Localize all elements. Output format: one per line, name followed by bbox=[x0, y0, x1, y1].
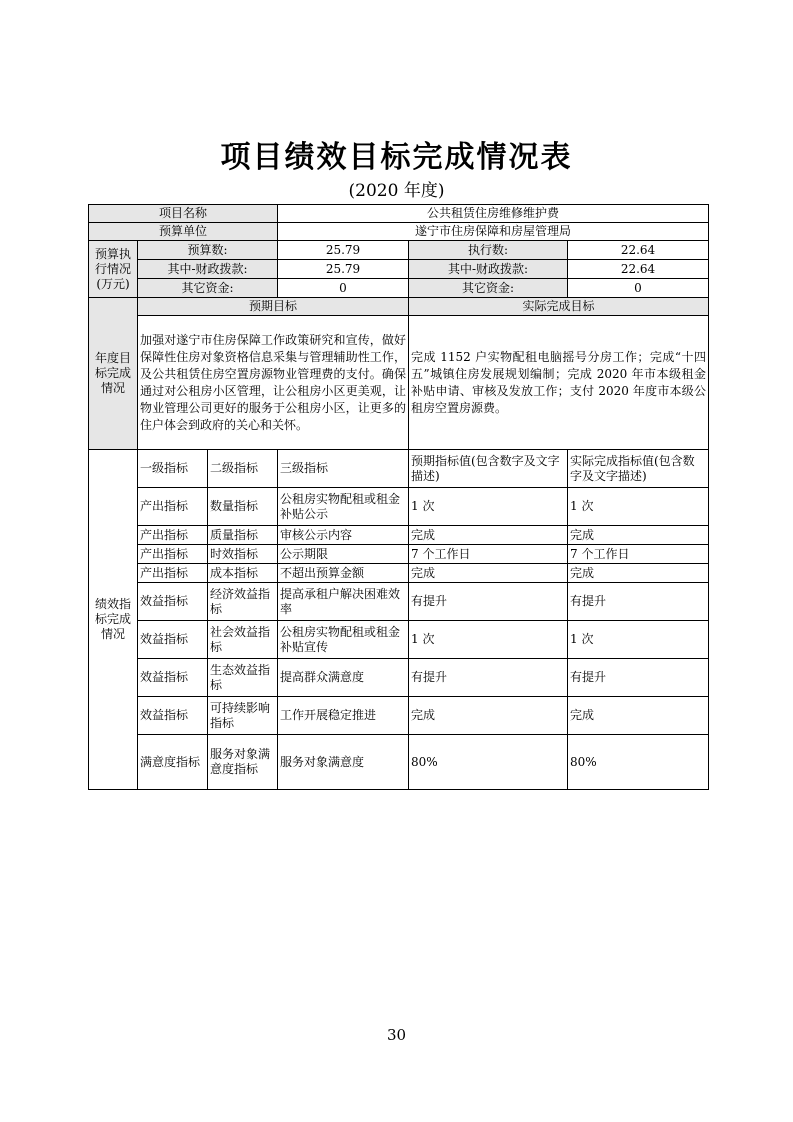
indicator-level3: 工作开展稳定推进 bbox=[278, 697, 409, 735]
indicator-header-level1: 一级指标 bbox=[138, 450, 208, 488]
other-exec-label: 其它资金: bbox=[409, 279, 568, 298]
other-budget-value: 0 bbox=[278, 279, 409, 298]
indicator-actual: 完成 bbox=[568, 564, 709, 583]
exec-amount-label: 执行数: bbox=[409, 241, 568, 260]
indicator-level2: 成本指标 bbox=[208, 564, 278, 583]
indicator-actual: 7 个工作日 bbox=[568, 545, 709, 564]
indicator-level1: 效益指标 bbox=[138, 659, 208, 697]
budget-unit-value: 遂宁市住房保障和房屋管理局 bbox=[278, 223, 709, 241]
expected-goal-text: 加强对遂宁市住房保障工作政策研究和宣传，做好保障性住房对象资格信息采集与管理辅助性工作，及公共租赁住房空置房源物业管理费的支付。确保通过对公租房小区管理，让公租房小区更美观，让物业管理公司更好的服务于公租房小区，让更多的住户体会到政府的关心和关怀。 bbox=[138, 316, 409, 450]
indicator-header-level3: 三级指标 bbox=[278, 450, 409, 488]
report-year: (2020 年度) bbox=[348, 181, 445, 201]
actual-goal-header: 实际完成目标 bbox=[409, 298, 709, 316]
table-row bbox=[89, 583, 709, 621]
table-row bbox=[89, 526, 709, 545]
table-row bbox=[89, 545, 709, 564]
page-title: 项目绩效目标完成情况表 bbox=[220, 140, 573, 175]
indicator-level2: 可持续影响指标 bbox=[208, 697, 278, 735]
indicator-level3: 提高群众满意度 bbox=[278, 659, 409, 697]
indicator-actual: 有提升 bbox=[568, 583, 709, 621]
project-name-label: 项目名称 bbox=[89, 205, 278, 223]
project-name-value: 公共租赁住房维修维护费 bbox=[278, 205, 709, 223]
indicator-actual: 80% bbox=[568, 735, 709, 790]
indicator-level3: 服务对象满意度 bbox=[278, 735, 409, 790]
indicator-expected: 完成 bbox=[409, 564, 568, 583]
indicator-expected: 有提升 bbox=[409, 659, 568, 697]
indicator-expected: 有提升 bbox=[409, 583, 568, 621]
indicator-expected: 1 次 bbox=[409, 488, 568, 526]
indicator-actual: 1 次 bbox=[568, 621, 709, 659]
exec-amount-value: 22.64 bbox=[568, 241, 709, 260]
indicator-level2: 质量指标 bbox=[208, 526, 278, 545]
indicator-header-level2: 二级指标 bbox=[208, 450, 278, 488]
expected-goal-header: 预期目标 bbox=[138, 298, 409, 316]
indicator-level3: 公租房实物配租或租金补贴公示 bbox=[278, 488, 409, 526]
indicator-actual: 1 次 bbox=[568, 488, 709, 526]
table-row bbox=[89, 564, 709, 583]
indicator-level3: 不超出预算金额 bbox=[278, 564, 409, 583]
indicator-actual: 有提升 bbox=[568, 659, 709, 697]
table-row bbox=[89, 621, 709, 659]
indicator-level1: 产出指标 bbox=[138, 545, 208, 564]
actual-goal-text: 完成 1152 户实物配租电脑摇号分房工作；完成“十四五”城镇住房发展规划编制；完成 2020 年市本级租金补贴申请、审核及发放工作；支付 2020 年度市本级公租房空置房源费。 bbox=[409, 316, 709, 450]
other-budget-label: 其它资金: bbox=[138, 279, 278, 298]
indicator-level1: 满意度指标 bbox=[138, 735, 208, 790]
indicator-level2: 服务对象满意度指标 bbox=[208, 735, 278, 790]
indicator-section-label: 绩效指标完成情况 bbox=[89, 450, 138, 790]
indicator-expected: 1 次 bbox=[409, 621, 568, 659]
budget-unit-label: 预算单位 bbox=[89, 223, 278, 241]
indicator-level1: 效益指标 bbox=[138, 621, 208, 659]
indicator-expected: 80% bbox=[409, 735, 568, 790]
indicator-level1: 效益指标 bbox=[138, 697, 208, 735]
budget-amount-value: 25.79 bbox=[278, 241, 409, 260]
indicator-level2: 时效指标 bbox=[208, 545, 278, 564]
indicator-level2: 社会效益指标 bbox=[208, 621, 278, 659]
other-exec-value: 0 bbox=[568, 279, 709, 298]
indicator-level3: 公示期限 bbox=[278, 545, 409, 564]
indicator-level2: 经济效益指标 bbox=[208, 583, 278, 621]
table-row bbox=[89, 659, 709, 697]
indicator-level3: 审核公示内容 bbox=[278, 526, 409, 545]
indicator-expected: 7 个工作日 bbox=[409, 545, 568, 564]
indicator-actual: 完成 bbox=[568, 526, 709, 545]
indicator-header-actual: 实际完成指标值(包含数字及文字描述) bbox=[568, 450, 709, 488]
indicator-expected: 完成 bbox=[409, 697, 568, 735]
indicator-level1: 效益指标 bbox=[138, 583, 208, 621]
indicator-level2: 生态效益指标 bbox=[208, 659, 278, 697]
fiscal-exec-label: 其中-财政拨款: bbox=[409, 260, 568, 279]
indicator-level2: 数量指标 bbox=[208, 488, 278, 526]
budget-amount-label: 预算数: bbox=[138, 241, 278, 260]
indicator-level1: 产出指标 bbox=[138, 564, 208, 583]
indicator-level3: 公租房实物配租或租金补贴宣传 bbox=[278, 621, 409, 659]
budget-section-label: 预算执行情况(万元) bbox=[89, 241, 138, 298]
table-row bbox=[89, 697, 709, 735]
indicator-level1: 产出指标 bbox=[138, 526, 208, 545]
indicator-header-expected: 预期指标值(包含数字及文字描述) bbox=[409, 450, 568, 488]
performance-table bbox=[88, 204, 709, 790]
indicator-level3: 提高承租户解决困难效率 bbox=[278, 583, 409, 621]
fiscal-budget-value: 25.79 bbox=[278, 260, 409, 279]
fiscal-budget-label: 其中-财政拨款: bbox=[138, 260, 278, 279]
indicator-actual: 完成 bbox=[568, 697, 709, 735]
indicator-level1: 产出指标 bbox=[138, 488, 208, 526]
fiscal-exec-value: 22.64 bbox=[568, 260, 709, 279]
table-row bbox=[89, 488, 709, 526]
page-number: 30 bbox=[386, 1026, 407, 1044]
annual-section-label: 年度目标完成情况 bbox=[89, 298, 138, 450]
table-row bbox=[89, 735, 709, 790]
indicator-expected: 完成 bbox=[409, 526, 568, 545]
